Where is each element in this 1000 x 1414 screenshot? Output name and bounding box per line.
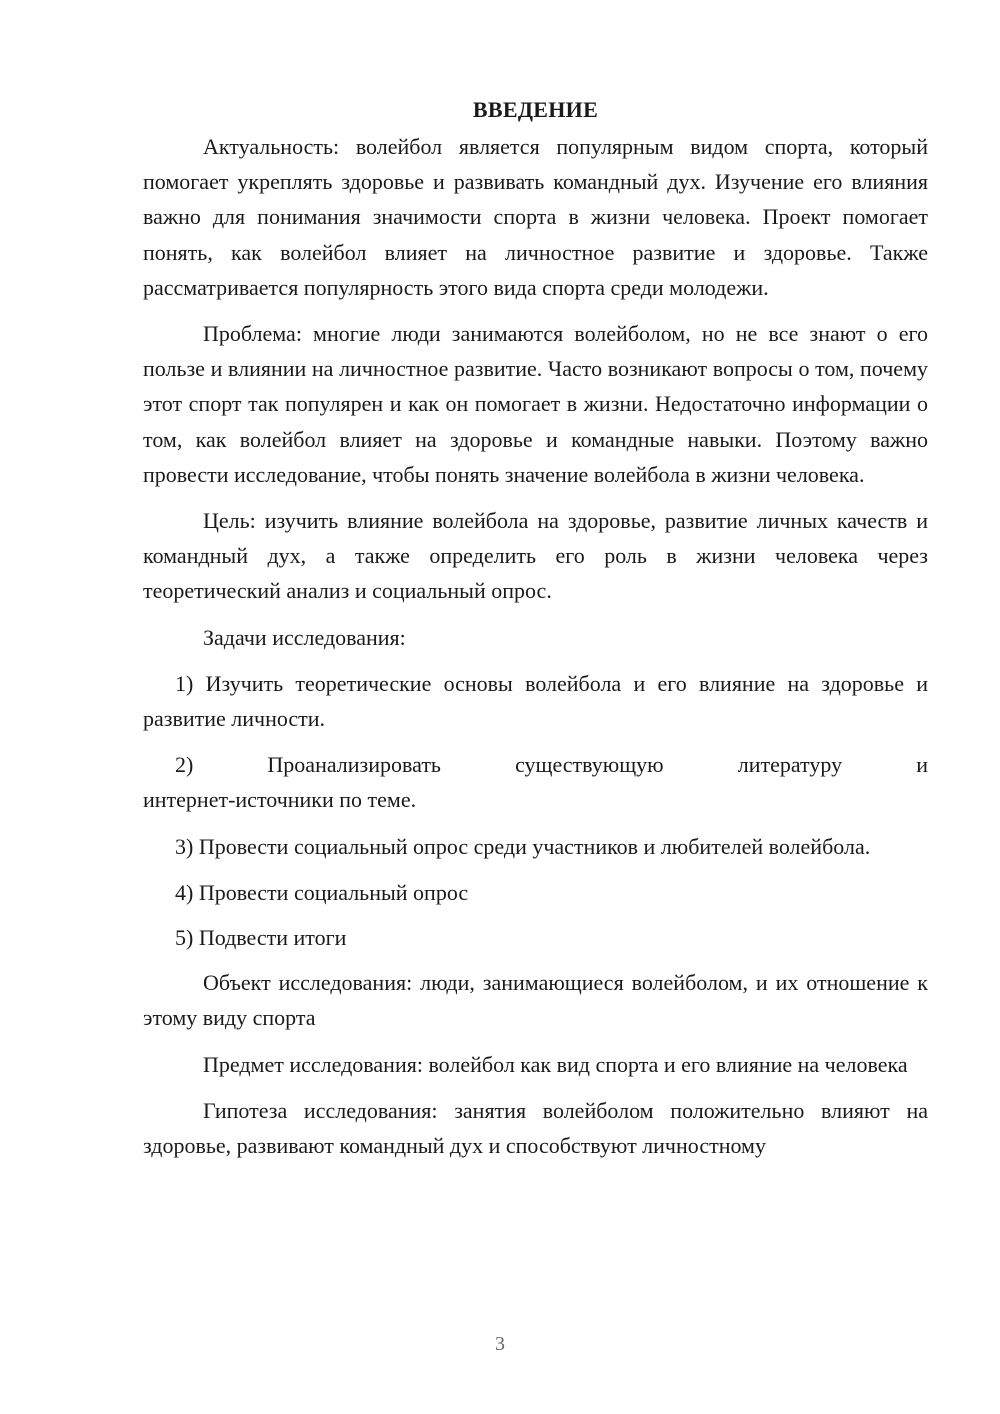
document-page xyxy=(143,95,928,1163)
paragraph-subject: Предмет исследования: волейбол как вид спорта и его влияние на человека xyxy=(203,1051,908,1077)
task-2-word: литературу xyxy=(737,752,843,778)
tasks-heading: Задачи исследования: xyxy=(203,624,406,650)
paragraph-problem: Проблема: многие люди занимаются волейболом, но не все знают о его пользе и влиянии на личностное развитие. Часто возникают вопросы о том, почему этот спорт так популярен и как он помогает в жизни. Недостаточно информации о том, как волейбол влияет на здоровье и командные навыки. Поэтому важно провести исследование, чтобы понять значение волейбола в жизни человека. xyxy=(143,321,928,487)
task-2-word: 2) xyxy=(175,752,194,778)
task-item-3: 3) Провести социальный опрос среди участников и любителей волейбола. xyxy=(175,833,871,859)
page-number: 3 xyxy=(495,1333,505,1355)
paragraph-goal: Цель: изучить влияние волейбола на здоровье, развитие личных качеств и командный дух, а также определить его роль в жизни человека через теоретический анализ и социальный опрос. xyxy=(143,508,928,604)
paragraph-object: Объект исследования: люди, занимающиеся волейболом, и их отношение к этому виду спорта xyxy=(143,970,928,1031)
task-2-word: Проанализировать xyxy=(267,752,441,778)
task-item-2-first-line xyxy=(143,747,928,782)
task-item-5: 5) Подвести итоги xyxy=(175,925,347,951)
paragraph-relevance: Актуальность: волейбол является популярным видом спорта, который помогает укреплять здоровье и развивать командный дух. Изучение его влияния важно для понимания значимости спорта в жизни человека. Проект помогает понять, как волейбол влияет на личностное развитие и здоровье. Также рассматривается популярность этого вида спорта среди молодежи. xyxy=(143,134,928,300)
task-item-2 xyxy=(143,747,928,817)
task-2-word: существующую xyxy=(515,752,664,778)
paragraph-hypothesis: Гипотеза исследования: занятия волейболом положительно влияют на здоровье, развивают командный дух и способствуют личностному xyxy=(143,1097,928,1159)
task-item-1: 1) Изучить теоретические основы волейбола и его влияние на здоровье и развитие личности. xyxy=(143,670,928,732)
task-2-word: и xyxy=(916,752,928,778)
page-title: ВВЕДЕНИЕ xyxy=(472,97,599,122)
task-item-4: 4) Провести социальный опрос xyxy=(175,879,469,905)
task-item-2-rest: интернет-источники по теме. xyxy=(143,787,417,813)
